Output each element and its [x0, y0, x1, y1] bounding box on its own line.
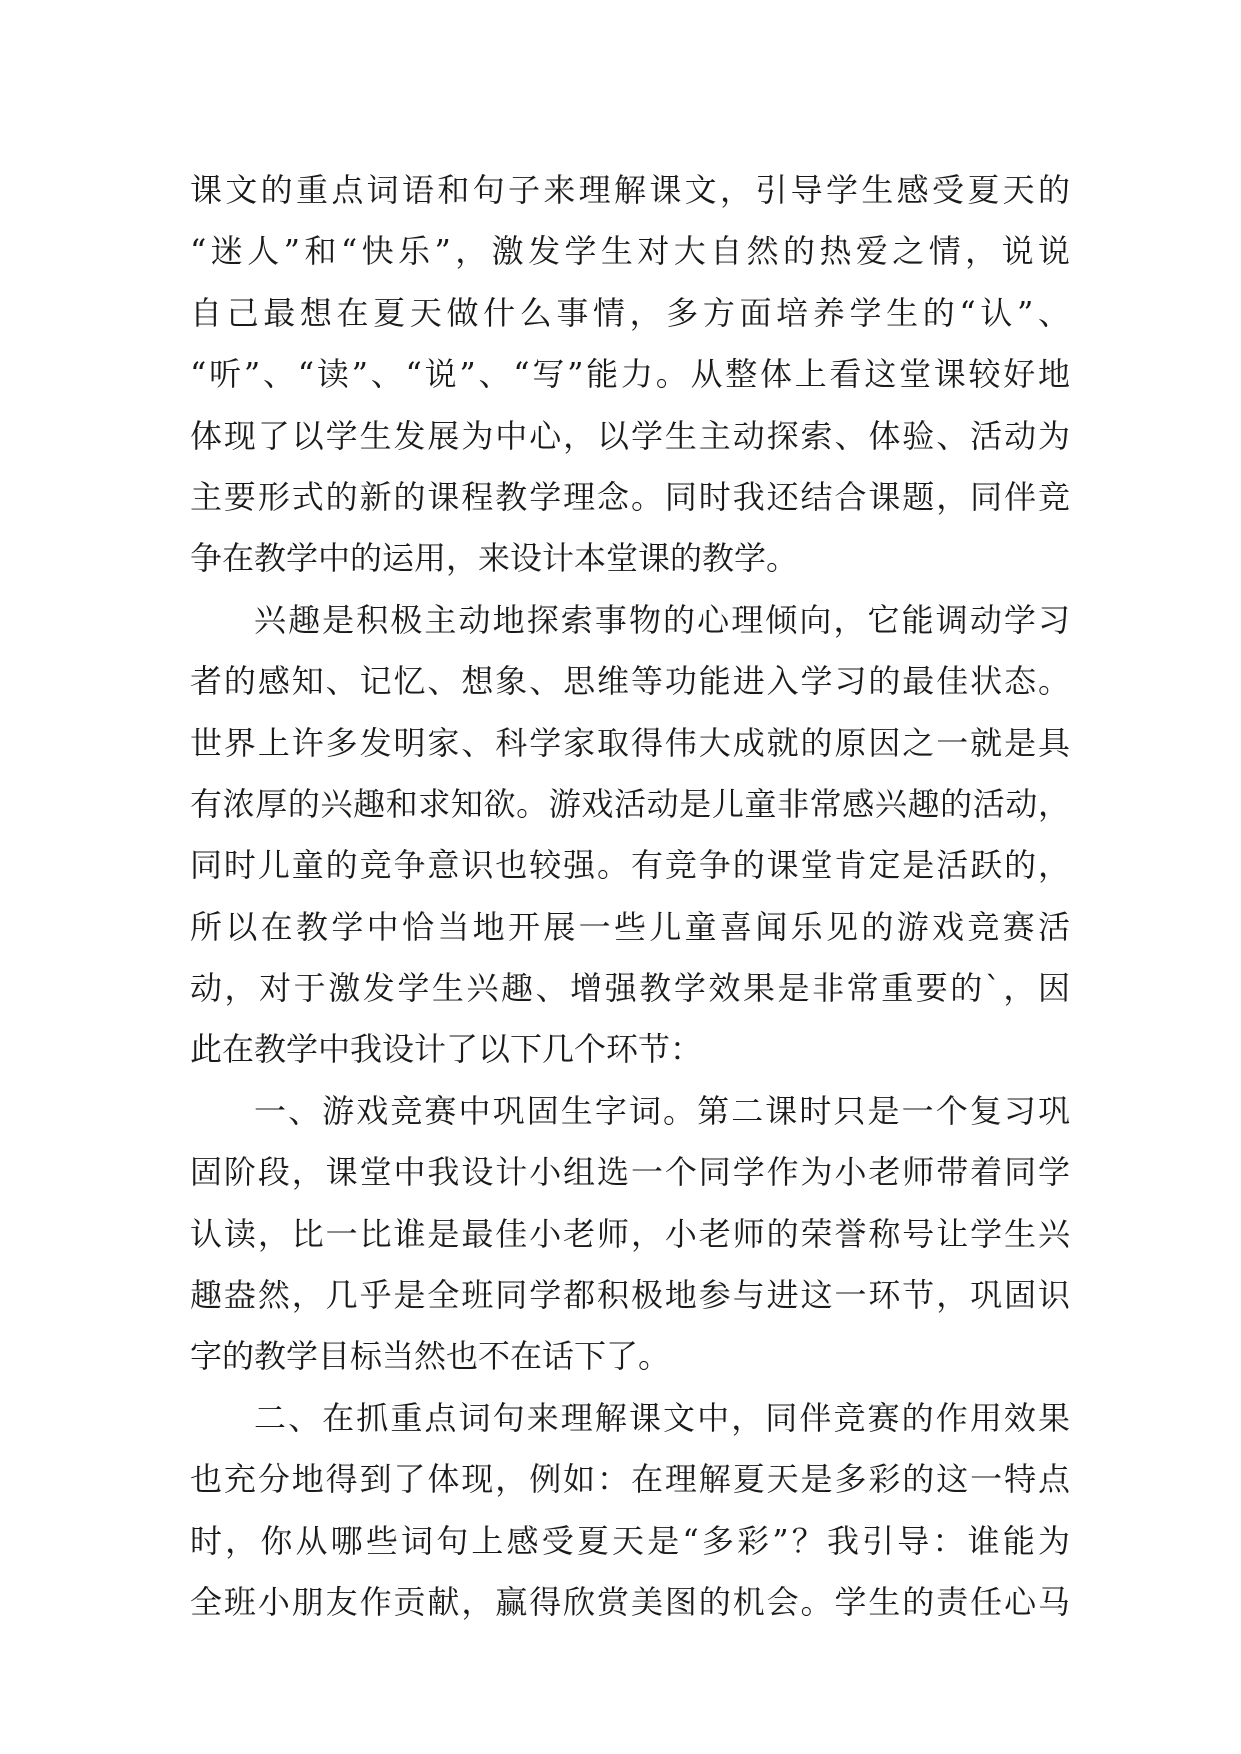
text-line: 一、游戏竞赛中巩固生字词。第二课时只是一个复习巩	[254, 1091, 1070, 1130]
text-line: 有浓厚的兴趣和求知欲。游戏活动是儿童非常感兴趣的活动，	[190, 784, 1070, 823]
text-line: 主要形式的新的课程教学理念。同时我还结合课题，同伴竞	[190, 477, 1070, 516]
document-body	[190, 160, 1070, 1633]
text-line: 动，对于激发学生兴趣、增强教学效果是非常重要的`，因	[190, 969, 1070, 1008]
text-line: 世界上许多发明家、科学家取得伟大成就的原因之一就是具	[190, 723, 1070, 762]
text-line: 体现了以学生发展为中心，以学生主动探索、体验、活动为	[190, 416, 1070, 455]
text-line: 认读，比一比谁是最佳小老师，小老师的荣誉称号让学生兴	[190, 1214, 1070, 1253]
text-line: 者的感知、记忆、想象、思维等功能进入学习的最佳状态。	[190, 662, 1070, 701]
text-line: 二、在抓重点词句来理解课文中，同伴竞赛的作用效果	[254, 1398, 1070, 1437]
text-line: 也充分地得到了体现，例如：在理解夏天是多彩的这一特点	[190, 1460, 1070, 1499]
text-line: 全班小朋友作贡献，赢得欣赏美图的机会。学生的责任心马	[190, 1582, 1070, 1621]
text-line: “迷人”和“快乐”，激发学生对大自然的热爱之情，说说	[190, 232, 1070, 271]
text-line: 字的教学目标当然也不在话下了。	[190, 1337, 671, 1376]
text-line: 固阶段，课堂中我设计小组选一个同学作为小老师带着同学	[190, 1153, 1070, 1192]
text-line: “听”、“读”、“说”、“写”能力。从整体上看这堂课较好地	[190, 355, 1070, 394]
text-line: 此在教学中我设计了以下几个环节：	[190, 1030, 703, 1069]
text-line: 兴趣是积极主动地探索事物的心理倾向，它能调动学习	[254, 600, 1070, 639]
text-line: 争在教学中的运用，来设计本堂课的教学。	[190, 539, 799, 578]
text-line: 自己最想在夏天做什么事情，多方面培养学生的“认”、	[190, 293, 1070, 332]
text-line: 课文的重点词语和句子来理解课文，引导学生感受夏天的	[190, 171, 1070, 209]
text-line: 时，你从哪些词句上感受夏天是“多彩”？我引导：谁能为	[190, 1521, 1070, 1560]
text-line: 同时儿童的竞争意识也较强。有竞争的课堂肯定是活跃的，	[190, 846, 1070, 885]
text-line: 所以在教学中恰当地开展一些儿童喜闻乐见的游戏竞赛活	[190, 907, 1070, 946]
text-line: 趣盎然，几乎是全班同学都积极地参与进这一环节，巩固识	[190, 1276, 1070, 1315]
